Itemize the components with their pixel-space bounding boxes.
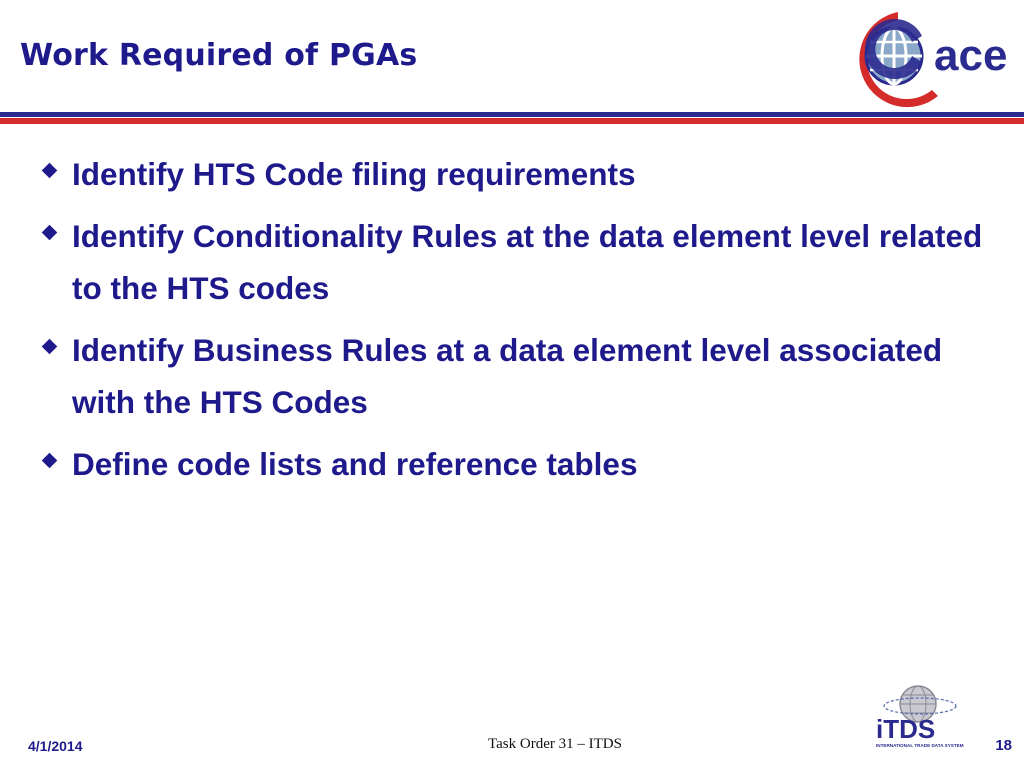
bullet-text: Define code lists and reference tables [72, 446, 638, 482]
diamond-bullet-icon [40, 210, 64, 240]
bullet-item [40, 148, 1000, 200]
ace-logo-text: ace [934, 31, 1008, 80]
bullet-list [40, 148, 1000, 500]
footer-date: 4/1/2014 [28, 738, 83, 754]
header-rule-blue [0, 112, 1024, 117]
itds-logo-tagline: INTERNATIONAL TRADE DATA SYSTEM [876, 743, 964, 748]
diamond-bullet-icon [40, 438, 64, 468]
header-rule-red [0, 118, 1024, 124]
slide-title: Work Required of PGAs [20, 38, 418, 73]
bullet-item [40, 438, 1000, 490]
slide-number: 18 [995, 737, 1012, 754]
bullet-item [40, 210, 1000, 314]
ace-logo [842, 6, 1020, 110]
diamond-bullet-icon [40, 148, 64, 178]
bullet-text: Identify HTS Code filing requirements [72, 156, 636, 192]
itds-logo-text: iTDS [876, 714, 936, 744]
bullet-text: Identify Conditionality Rules at the data element level related to the HTS codes [72, 218, 983, 306]
itds-logo [872, 684, 972, 750]
bullet-text: Identify Business Rules at a data element level associated with the HTS Codes [72, 332, 943, 420]
bullet-item [40, 324, 1000, 428]
diamond-bullet-icon [40, 324, 64, 354]
footer-center-text: Task Order 31 – ITDS [488, 736, 622, 752]
